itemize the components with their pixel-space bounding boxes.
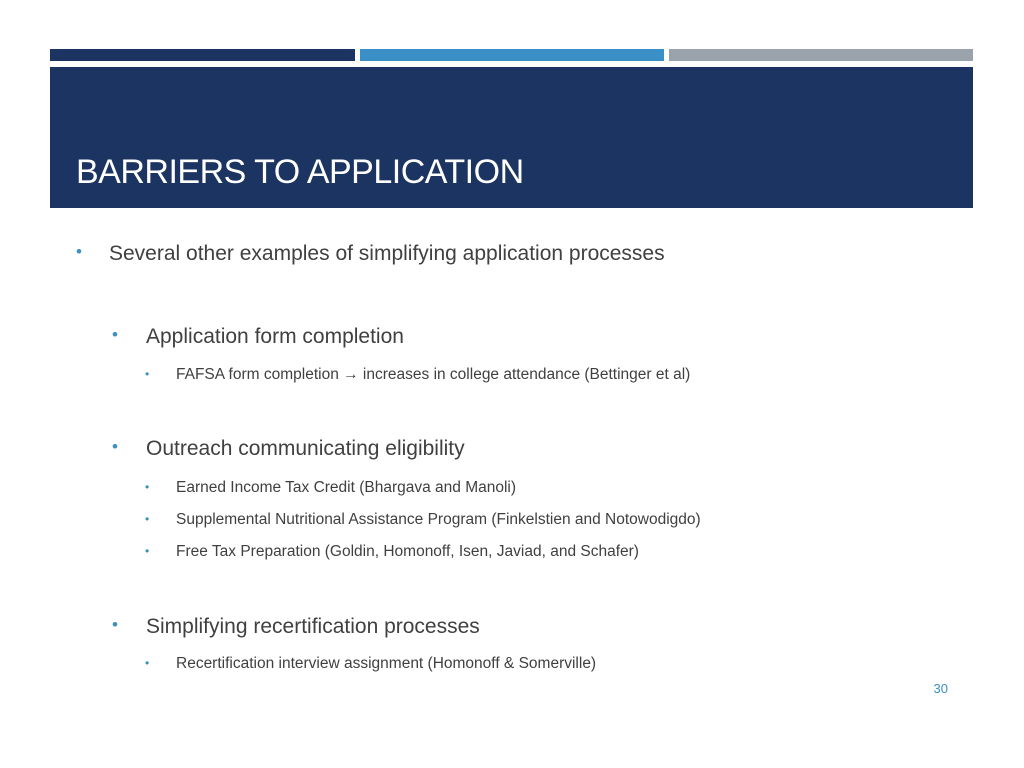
list-item-text: FAFSA form completion → increases in college attendance (Bettinger et al) <box>176 366 691 383</box>
section-heading-text: Simplifying recertification processes <box>146 615 480 638</box>
list-item-text: Supplemental Nutritional Assistance Program (Finkelstien and Notowodigdo) <box>176 511 701 528</box>
list-item-text: Recertification interview assignment (Homonoff & Somerville) <box>176 655 597 672</box>
bullet-icon: • <box>145 367 150 381</box>
intro-text: Several other examples of simplifying application processes <box>109 242 665 265</box>
bullet-icon: • <box>112 325 118 344</box>
slide-title: BARRIERS TO APPLICATION <box>76 153 524 191</box>
accent-bar-blue <box>360 49 664 61</box>
section-heading-text: Outreach communicating eligibility <box>146 437 465 460</box>
bullet-icon: • <box>145 480 150 494</box>
list-item-text: Free Tax Preparation (Goldin, Homonoff, Isen, Javiad, and Schafer) <box>176 543 639 560</box>
section-heading-text: Application form completion <box>146 325 404 348</box>
accent-bar-navy <box>50 49 355 61</box>
bullet-icon: • <box>112 437 118 456</box>
page-number: 30 <box>933 681 948 696</box>
bullet-icon: • <box>145 656 150 670</box>
bullet-icon: • <box>112 615 118 634</box>
bullet-icon: • <box>145 544 150 558</box>
bullet-icon: • <box>76 242 82 261</box>
list-item-text: Earned Income Tax Credit (Bhargava and Manoli) <box>176 479 517 496</box>
title-band <box>50 67 973 208</box>
bullet-icon: • <box>145 512 150 526</box>
accent-bar-gray <box>669 49 973 61</box>
